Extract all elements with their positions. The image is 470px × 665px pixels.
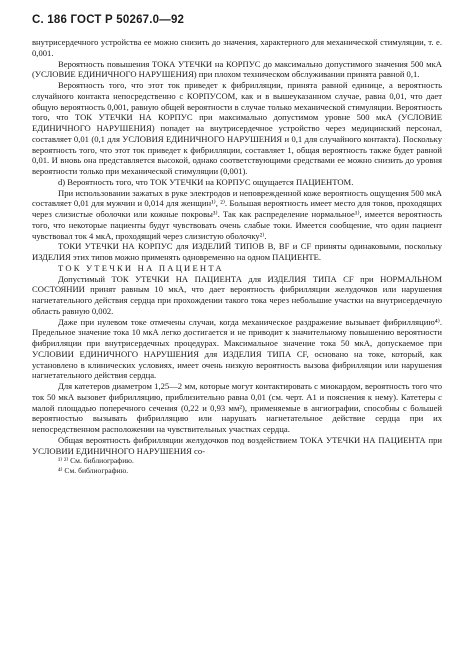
paragraph: Вероятность того, что этот ток приведет к фибрилляции, принята равной единице, а вероятность случайного контакта непосредственно с КОРПУСОМ, как и в вышеуказанном случае, равна 0,01, что дает общую вероятность 0,001, равную общей вероятности в случае только механической стимуляции. Вероятность того, что ТОК УТЕЧКИ НА КОРПУС при максимально допустимом уровне 500 мкА (УСЛОВИЕ ЕДИНИЧНОГО НАРУШЕНИЯ) попадет на внутрисердечное устройство через медицинский персонал, составляет 0,01 (0,1 для УСЛОВИЯ ЕДИНИЧНОГО НАРУШЕНИЯ и 0,1 для случайного контакта). Поскольку вероятность того, что этот ток приведет к фибрилляции, составляет 1, общая вероятность также будет равной 0,01. И вновь она представляется высокой, однако соответствующими средствами ее можно снизить до уровня вероятности только при механической стимуляции (0,001). xyxy=(32,80,442,176)
paragraph: При использовании зажатых в руке электродов и неповрежденной коже вероятность ощущения 500 мкА составляет 0,01 для мужчин и 0,014 для женщин¹⁾, ²⁾. Большая вероятность имеет место для токов, проходящих через слизистые оболочки или кожные покровы³⁾. Так как распределение нормальное¹⁾, имеется вероятность того, что некоторые пациенты будут чувствовать очень слабые токи. Имеется сообщение, что один пациент чувствовал ток 4 мкА, проходящий через слизистую оболочку²⁾. xyxy=(32,187,442,241)
paragraph: Вероятность повышения ТОКА УТЕЧКИ на КОРПУС до максимально допустимого значения 500 мкА (УСЛОВИЕ ЕДИНИЧНОГО НАРУШЕНИЯ) при плохом техническом обслуживании принята равной 0,1. xyxy=(32,58,442,80)
paragraph: внутрисердечного устройства ее можно снизить до значения, характерного для механической стимуляции, т. е. 0,001. xyxy=(32,37,442,58)
page-header: С. 186 ГОСТ Р 50267.0—92 xyxy=(32,14,185,26)
paragraph: Даже при нулевом токе отмечены случаи, когда механическое раздражение вызывает фибрилляцию⁴⁾. Предельное значение тока 10 мкА легко достигается и не приводит к значительному повышению вероятности фибрилляции при внутрисердечных процедурах. Максимальное значение тока 50 мкА, допускаемое при УСЛОВИИ ЕДИНИЧНОГО НАРУШЕНИЯ для ИЗДЕЛИЯ ТИПА CF, основано на токе, который, как установлено в клинических условиях, имеет очень низкую вероятность вызова фибрилляции или нарушения нагнетательного действия сердца. xyxy=(32,316,442,381)
footnote: ⁴⁾ См. библиографию. xyxy=(58,465,129,475)
paragraph: d) Вероятность того, что ТОК УТЕЧКИ на КОРПУС ощущается ПАЦИЕНТОМ. xyxy=(58,176,354,187)
paragraph: ТОКИ УТЕЧКИ НА КОРПУС для ИЗДЕЛИЙ ТИПОВ B, BF и CF приняты одинаковыми, поскольку ИЗДЕЛИЯ этих типов можно применять одновременно на одном ПАЦИЕНТЕ. xyxy=(32,241,442,262)
document-body xyxy=(32,37,442,475)
section-heading: ТОК УТЕЧКИ НА ПАЦИЕНТА xyxy=(58,262,224,273)
paragraph: Общая вероятность фибрилляции желудочков под воздействием ТОКА УТЕЧКИ НА ПАЦИЕНТА при УСЛОВИИ ЕДИНИЧНОГО НАРУШЕНИЯ со- xyxy=(32,434,442,456)
paragraph: Допустимый ТОК УТЕЧКИ НА ПАЦИЕНТА для ИЗДЕЛИЯ ТИПА CF при НОРМАЛЬНОМ СОСТОЯНИИ принят равным 10 мкА, что дает вероятность фибрилляции желудочков или нарушения нагнетательного действия сердца при прохождении такого тока через небольшие участки на внутрисердечную область равную 0,002. xyxy=(32,273,442,316)
footnote: ¹⁾ ²⁾ См. библиографию. xyxy=(58,456,134,466)
paragraph: Для катетеров диаметром 1,25—2 мм, которые могут контактировать с миокардом, вероятность того что ток 50 мкА вызовет фибрилляцию, приблизительно равна 0,01 (см. черт. A1 и пояснения к нему). Катетеры с малой площадью поперечного сечения (0,22 и 0,93 мм²), применяемые в ангиографии, способны с большей вероятностью вызывать фибрилляцию или нарушать нагнетательное действие сердца при их непосредственном расположении на чувствительных участках сердца. xyxy=(32,381,442,434)
